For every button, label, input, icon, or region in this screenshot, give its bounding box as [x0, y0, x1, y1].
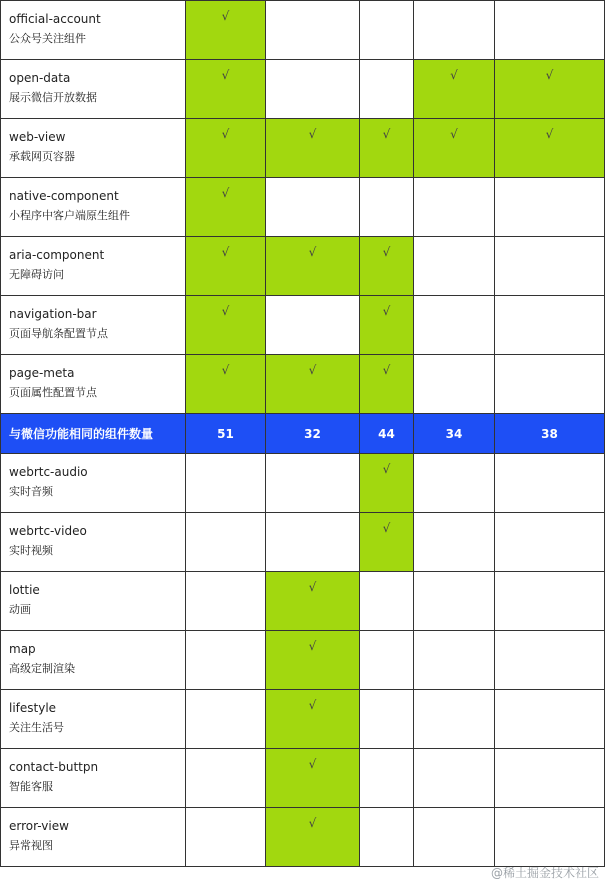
unsupported-cell	[495, 296, 605, 355]
supported-cell	[186, 178, 266, 237]
component-cell	[1, 1, 186, 60]
supported-cell	[360, 355, 414, 414]
component-description: 实时音频	[9, 485, 53, 498]
summary-count: 34	[414, 414, 495, 454]
check-mark-icon: √	[450, 68, 458, 82]
unsupported-cell	[495, 513, 605, 572]
unsupported-cell	[266, 296, 360, 355]
unsupported-cell	[360, 572, 414, 631]
supported-cell	[266, 808, 360, 867]
unsupported-cell	[495, 454, 605, 513]
unsupported-cell	[414, 454, 495, 513]
component-name: webrtc-video	[9, 524, 87, 538]
check-mark-icon: √	[221, 363, 230, 377]
check-mark-icon: √	[382, 462, 391, 476]
unsupported-cell	[186, 572, 266, 631]
table-row	[1, 513, 605, 572]
table-row	[1, 690, 605, 749]
component-name: error-view	[9, 819, 69, 833]
component-name: native-component	[9, 189, 119, 203]
table-row	[1, 60, 605, 119]
supported-cell	[360, 513, 414, 572]
check-mark-icon: √	[308, 757, 317, 771]
supported-cell	[360, 454, 414, 513]
supported-cell	[360, 237, 414, 296]
component-cell	[1, 296, 186, 355]
component-description: 异常视图	[9, 839, 53, 852]
unsupported-cell	[414, 355, 495, 414]
component-name: page-meta	[9, 366, 75, 380]
unsupported-cell	[360, 631, 414, 690]
component-description: 实时视频	[9, 544, 53, 557]
summary-count: 44	[360, 414, 414, 454]
unsupported-cell	[414, 808, 495, 867]
summary-row	[1, 414, 605, 454]
unsupported-cell	[414, 513, 495, 572]
component-cell	[1, 749, 186, 808]
supported-cell	[495, 119, 605, 178]
component-cell	[1, 178, 186, 237]
component-description: 小程序中客户端原生组件	[9, 209, 130, 222]
check-mark-icon: √	[382, 127, 391, 141]
unsupported-cell	[495, 178, 605, 237]
unsupported-cell	[495, 749, 605, 808]
unsupported-cell	[495, 808, 605, 867]
component-description: 页面属性配置节点	[9, 386, 97, 399]
supported-cell	[360, 119, 414, 178]
component-name: map	[9, 642, 36, 656]
supported-cell	[186, 296, 266, 355]
table-row	[1, 808, 605, 867]
unsupported-cell	[360, 808, 414, 867]
table-row	[1, 355, 605, 414]
supported-cell	[414, 60, 495, 119]
unsupported-cell	[414, 178, 495, 237]
check-mark-icon: √	[221, 304, 230, 318]
check-mark-icon: √	[308, 816, 317, 830]
table-row	[1, 631, 605, 690]
check-mark-icon: √	[221, 186, 230, 200]
unsupported-cell	[266, 1, 360, 60]
supported-cell	[266, 690, 360, 749]
supported-cell	[266, 749, 360, 808]
table-row	[1, 454, 605, 513]
component-description: 无障碍访问	[9, 268, 64, 281]
component-name: lifestyle	[9, 701, 57, 715]
check-mark-icon: √	[382, 245, 391, 259]
check-mark-icon: √	[382, 304, 391, 318]
check-mark-icon: √	[308, 580, 317, 594]
table-body	[1, 1, 605, 867]
supported-cell	[186, 237, 266, 296]
unsupported-cell	[186, 631, 266, 690]
unsupported-cell	[360, 60, 414, 119]
unsupported-cell	[186, 749, 266, 808]
table-row	[1, 178, 605, 237]
table-row	[1, 572, 605, 631]
watermark-text: @稀土掘金技术社区	[490, 866, 599, 880]
unsupported-cell	[414, 749, 495, 808]
unsupported-cell	[266, 178, 360, 237]
supported-cell	[266, 355, 360, 414]
component-description: 展示微信开放数据	[9, 91, 97, 104]
check-mark-icon: √	[382, 521, 391, 535]
component-cell	[1, 808, 186, 867]
unsupported-cell	[495, 1, 605, 60]
component-name: official-account	[9, 12, 101, 26]
unsupported-cell	[186, 513, 266, 572]
component-description: 页面导航条配置节点	[9, 327, 108, 340]
unsupported-cell	[495, 631, 605, 690]
component-description: 智能客服	[9, 780, 53, 793]
component-cell	[1, 631, 186, 690]
component-name: contact-buttpn	[9, 760, 99, 774]
unsupported-cell	[414, 572, 495, 631]
check-mark-icon: √	[545, 127, 554, 141]
supported-cell	[495, 60, 605, 119]
component-description: 高级定制渲染	[9, 662, 75, 675]
component-cell	[1, 690, 186, 749]
component-cell	[1, 60, 186, 119]
unsupported-cell	[495, 572, 605, 631]
component-cell	[1, 572, 186, 631]
component-name: webrtc-audio	[9, 465, 88, 479]
unsupported-cell	[495, 690, 605, 749]
unsupported-cell	[414, 1, 495, 60]
check-mark-icon: √	[308, 127, 317, 141]
component-name: open-data	[9, 71, 71, 85]
check-mark-icon: √	[221, 68, 230, 82]
unsupported-cell	[186, 808, 266, 867]
component-description: 公众号关注组件	[9, 32, 86, 45]
component-name: aria-component	[9, 248, 105, 262]
supported-cell	[266, 631, 360, 690]
unsupported-cell	[414, 690, 495, 749]
unsupported-cell	[414, 631, 495, 690]
unsupported-cell	[360, 690, 414, 749]
supported-cell	[266, 119, 360, 178]
unsupported-cell	[414, 296, 495, 355]
summary-count: 32	[266, 414, 360, 454]
check-mark-icon: √	[308, 639, 317, 653]
component-name: lottie	[9, 583, 40, 597]
unsupported-cell	[266, 454, 360, 513]
component-cell	[1, 513, 186, 572]
unsupported-cell	[360, 178, 414, 237]
unsupported-cell	[360, 1, 414, 60]
supported-cell	[266, 237, 360, 296]
supported-cell	[414, 119, 495, 178]
component-cell	[1, 237, 186, 296]
unsupported-cell	[186, 454, 266, 513]
check-mark-icon: √	[221, 127, 230, 141]
supported-cell	[186, 119, 266, 178]
unsupported-cell	[266, 60, 360, 119]
component-description: 动画	[9, 603, 31, 616]
component-name: navigation-bar	[9, 307, 97, 321]
summary-count: 38	[495, 414, 605, 454]
summary-count: 51	[186, 414, 266, 454]
summary-label: 与微信功能相同的组件数量	[1, 414, 186, 454]
table-row	[1, 237, 605, 296]
table-row	[1, 296, 605, 355]
unsupported-cell	[360, 749, 414, 808]
unsupported-cell	[266, 513, 360, 572]
check-mark-icon: √	[308, 363, 317, 377]
component-name: web-view	[9, 130, 66, 144]
check-mark-icon: √	[450, 127, 458, 141]
check-mark-icon: √	[382, 363, 391, 377]
check-mark-icon: √	[308, 698, 317, 712]
check-mark-icon: √	[308, 245, 317, 259]
supported-cell	[186, 355, 266, 414]
component-description: 承载网页容器	[9, 150, 75, 163]
unsupported-cell	[186, 690, 266, 749]
supported-cell	[266, 572, 360, 631]
table-row	[1, 1, 605, 60]
unsupported-cell	[495, 355, 605, 414]
component-cell	[1, 454, 186, 513]
check-mark-icon: √	[221, 9, 230, 23]
unsupported-cell	[414, 237, 495, 296]
supported-cell	[186, 1, 266, 60]
supported-cell	[186, 60, 266, 119]
unsupported-cell	[495, 237, 605, 296]
component-description: 关注生活号	[9, 721, 64, 734]
supported-cell	[360, 296, 414, 355]
component-cell	[1, 119, 186, 178]
table-row	[1, 749, 605, 808]
component-cell	[1, 355, 186, 414]
table-row	[1, 119, 605, 178]
check-mark-icon: √	[221, 245, 230, 259]
check-mark-icon: √	[545, 68, 554, 82]
